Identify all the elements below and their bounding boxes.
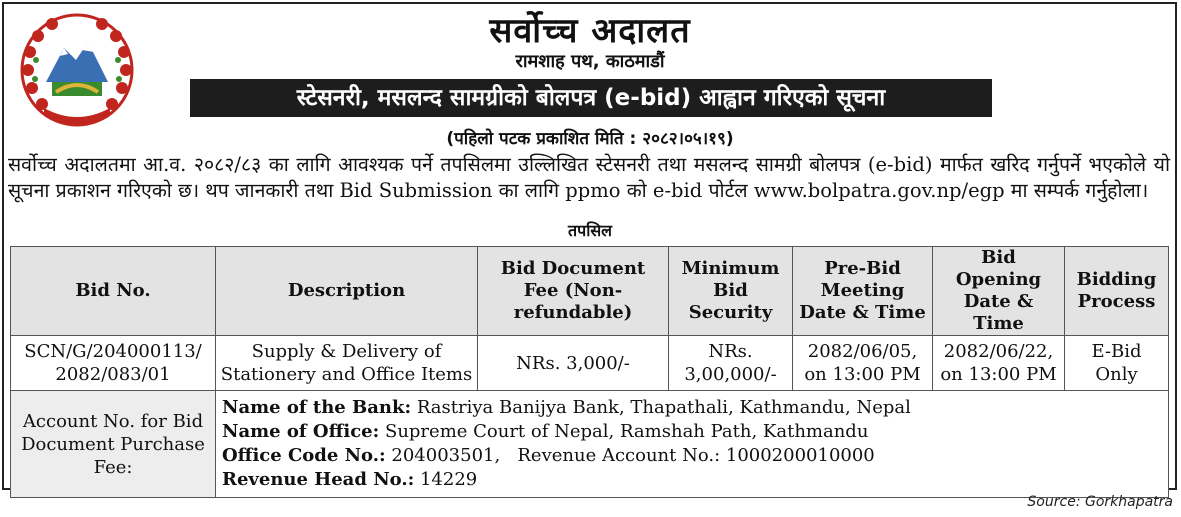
header-prebid: Pre-Bid Meeting Date & Time: [793, 247, 933, 336]
bid-table: [10, 246, 1169, 498]
bank-label: Name of the Bank:: [222, 397, 412, 418]
office-value: Supreme Court of Nepal, Ramshah Path, Kathmandu: [384, 421, 869, 442]
header-bid-no: Bid No.: [11, 247, 216, 336]
cell-opening: 2082/06/22, on 13:00 PM: [933, 336, 1065, 391]
cell-fee: NRs. 3,000/-: [478, 336, 669, 391]
header-security: Minimum Bid Security: [669, 247, 793, 336]
code-value: 204003501,: [391, 445, 501, 466]
nepal-emblem-icon: [16, 12, 138, 130]
court-address: रामशाह पथ, काठमाडौं: [515, 51, 665, 72]
head-label: Revenue Head No.:: [222, 469, 415, 490]
head-line: [222, 468, 1165, 492]
cell-process: E-Bid Only: [1065, 336, 1169, 391]
account-label: Account No. for Bid Document Purchase Fee:: [11, 391, 216, 498]
table-header-row: [11, 247, 1169, 336]
cell-bid-no: SCN/G/204000113/ 2082/083/01: [11, 336, 216, 391]
table-row: [11, 336, 1169, 391]
source-credit: Source: Gorkhapatra: [1027, 494, 1173, 510]
header-fee: Bid Document Fee (Non-refundable): [478, 247, 669, 336]
account-row: [11, 391, 1169, 498]
published-date: (पहिलो पटक प्रकाशित मिति : २०८२।०५।१९): [446, 129, 734, 149]
cell-prebid: 2082/06/05, on 13:00 PM: [793, 336, 933, 391]
office-label: Name of Office:: [222, 421, 380, 442]
header-process: Bidding Process: [1065, 247, 1169, 336]
bank-line: [222, 396, 1165, 420]
court-title: सर्वोच्च अदालत: [489, 11, 691, 51]
bank-value: Rastriya Banijya Bank, Thapathali, Kathmandu, Nepal: [416, 397, 911, 418]
account-details: [216, 391, 1169, 498]
header-opening: Bid Opening Date & Time: [933, 247, 1065, 336]
table-heading: तपसिल: [567, 221, 613, 240]
head-value: 14229: [419, 469, 478, 490]
cell-description: Supply & Delivery of Stationery and Office Items: [216, 336, 478, 391]
revenue-account: Revenue Account No.: 1000200010000: [517, 445, 875, 466]
header-description: Description: [216, 247, 478, 336]
notice-paragraph: सर्वोच्च अदालतमा आ.व. २०८२/८३ का लागि आवश्यक पर्ने तपसिलमा उल्लिखित स्टेसनरी तथा मसलन्द सामग्री बोलपत्र (e-bid) मार्फत खरिद गर्नुपर्ने भएकोले यो सूचना प्रकाशन गरिएको छ। थप जानकारी तथा Bid Submission का लागि ppmo को e-bid पोर्टल www.bolpatra.gov.np/egp मा सम्पर्क गर्नुहोला।: [8, 153, 1170, 202]
code-label: Office Code No.:: [222, 445, 386, 466]
cell-security: NRs. 3,00,000/-: [669, 336, 793, 391]
notice-banner: स्टेसनरी, मसलन्द सामग्रीको बोलपत्र (e-bid) आह्वान गरिएको सूचना: [190, 79, 992, 117]
code-line: [222, 444, 1165, 468]
office-line: [222, 420, 1165, 444]
